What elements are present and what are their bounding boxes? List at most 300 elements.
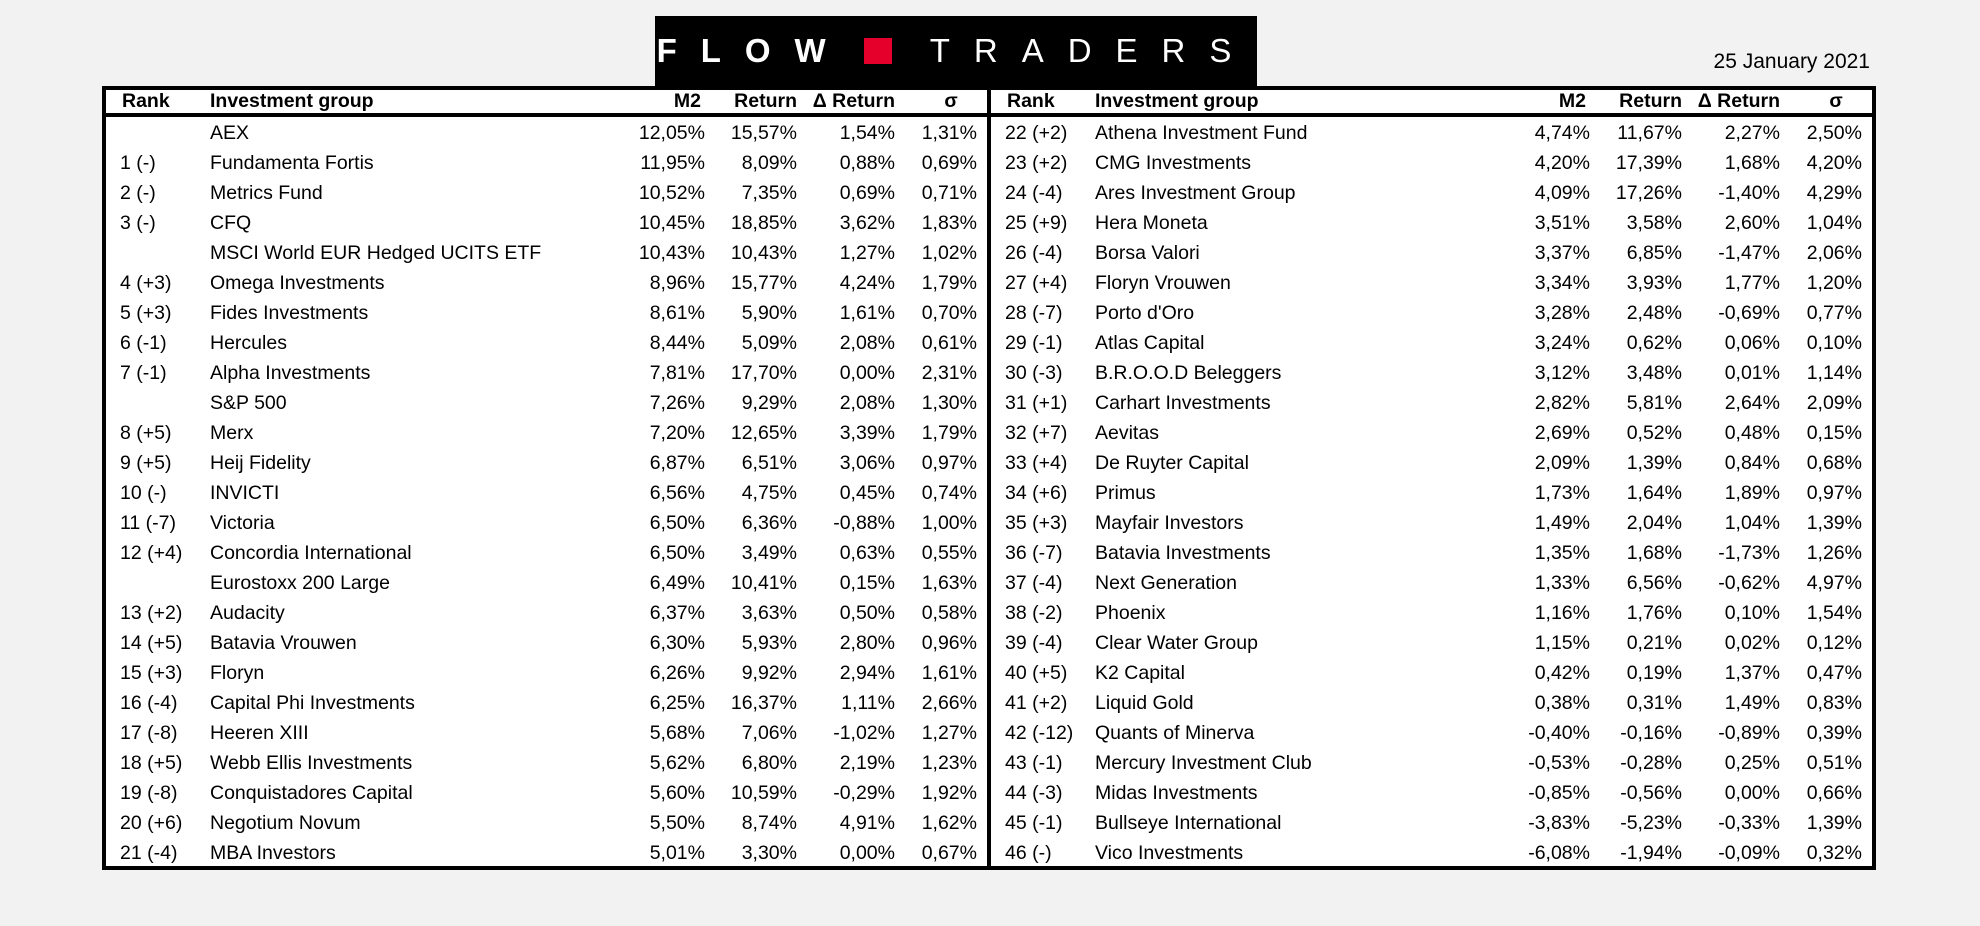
delta-return-cell: 2,08% — [839, 391, 895, 414]
header-m2: M2 — [673, 90, 701, 112]
m2-cell: 2,69% — [1534, 421, 1590, 444]
header-return: Return — [734, 90, 797, 112]
sigma-cell: 0,67% — [921, 841, 977, 864]
rank-cell: 7 (-1) — [120, 361, 167, 384]
investment-group-cell: Carhart Investments — [1095, 391, 1271, 414]
table-row — [106, 838, 987, 868]
header-rank: Rank — [1007, 90, 1055, 112]
sigma-cell: 0,83% — [1806, 691, 1862, 714]
ranking-table-right — [991, 90, 1872, 866]
m2-cell: 10,52% — [638, 181, 705, 204]
delta-return-cell: -1,47% — [1718, 241, 1780, 264]
return-cell: 5,81% — [1626, 391, 1682, 414]
sigma-cell: 1,00% — [921, 511, 977, 534]
table-row — [991, 238, 1872, 268]
delta-return-cell: 2,64% — [1724, 391, 1780, 414]
return-cell: 1,39% — [1626, 451, 1682, 474]
rank-cell: 1 (-) — [120, 151, 156, 174]
delta-return-cell: 0,15% — [839, 571, 895, 594]
right-table-body — [991, 118, 1872, 868]
delta-return-cell: 2,94% — [839, 661, 895, 684]
sigma-cell: 2,06% — [1806, 241, 1862, 264]
m2-cell: 6,26% — [649, 661, 705, 684]
delta-return-cell: 3,39% — [839, 421, 895, 444]
investment-group-cell: Athena Investment Fund — [1095, 121, 1308, 144]
m2-cell: 5,01% — [649, 841, 705, 864]
return-cell: 17,26% — [1615, 181, 1682, 204]
investment-group-cell: S&P 500 — [210, 391, 287, 414]
sigma-cell: 0,12% — [1806, 631, 1862, 654]
sigma-cell: 2,66% — [921, 691, 977, 714]
investment-group-cell: Alpha Investments — [210, 361, 371, 384]
investment-group-cell: K2 Capital — [1095, 661, 1185, 684]
sigma-cell: 0,77% — [1806, 301, 1862, 324]
sigma-cell: 0,70% — [921, 301, 977, 324]
logo-red-square-icon — [864, 38, 892, 64]
investment-group-cell: Heij Fidelity — [210, 451, 311, 474]
m2-cell: 3,24% — [1534, 331, 1590, 354]
sigma-cell: 1,79% — [921, 421, 977, 444]
table-header-row — [106, 90, 987, 117]
rank-cell: 42 (-12) — [1005, 721, 1074, 744]
m2-cell: 1,15% — [1534, 631, 1590, 654]
investment-group-cell: Eurostoxx 200 Large — [210, 571, 390, 594]
table-row — [106, 178, 987, 208]
return-cell: 11,67% — [1617, 121, 1682, 144]
sigma-cell: 0,10% — [1806, 331, 1862, 354]
sigma-cell: 1,79% — [921, 271, 977, 294]
delta-return-cell: -0,62% — [1718, 571, 1780, 594]
delta-return-cell: -0,29% — [833, 781, 895, 804]
m2-cell: 3,34% — [1534, 271, 1590, 294]
sigma-cell: 1,39% — [1806, 811, 1862, 834]
sigma-cell: 0,71% — [921, 181, 977, 204]
delta-return-cell: 2,60% — [1724, 211, 1780, 234]
rank-cell: 31 (+1) — [1005, 391, 1068, 414]
rank-cell: 18 (+5) — [120, 751, 183, 774]
delta-return-cell: 1,49% — [1724, 691, 1780, 714]
return-cell: 3,58% — [1626, 211, 1682, 234]
return-cell: 3,48% — [1626, 361, 1682, 384]
investment-group-cell: Victoria — [210, 511, 275, 534]
m2-cell: -0,40% — [1528, 721, 1590, 744]
sigma-cell: 4,97% — [1806, 571, 1862, 594]
rank-cell: 21 (-4) — [120, 841, 178, 864]
return-cell: 3,93% — [1626, 271, 1682, 294]
rank-cell: 25 (+9) — [1005, 211, 1068, 234]
table-row — [991, 778, 1872, 808]
sigma-cell: 1,20% — [1806, 271, 1862, 294]
investment-group-cell: Batavia Vrouwen — [210, 631, 357, 654]
table-row — [991, 358, 1872, 388]
m2-cell: -0,53% — [1528, 751, 1590, 774]
rank-cell: 27 (+4) — [1005, 271, 1068, 294]
investment-group-cell: B.R.O.O.D Beleggers — [1095, 361, 1282, 384]
header-m2: M2 — [1558, 90, 1586, 112]
rank-cell: 2 (-) — [120, 181, 156, 204]
return-cell: 0,62% — [1626, 331, 1682, 354]
m2-cell: 8,61% — [649, 301, 705, 324]
rank-cell: 14 (+5) — [120, 631, 183, 654]
m2-cell: -0,85% — [1528, 781, 1590, 804]
investment-group-cell: Concordia International — [210, 541, 412, 564]
sigma-cell: 0,58% — [921, 601, 977, 624]
m2-cell: 1,16% — [1534, 601, 1590, 624]
investment-group-cell: Negotium Novum — [210, 811, 361, 834]
header-sigma: σ — [1829, 90, 1843, 112]
m2-cell: 1,33% — [1534, 571, 1590, 594]
return-cell: 2,48% — [1626, 301, 1682, 324]
table-row — [106, 748, 987, 778]
table-row — [991, 568, 1872, 598]
table-row — [991, 208, 1872, 238]
table-row — [991, 838, 1872, 868]
delta-return-cell: 1,27% — [839, 241, 895, 264]
return-cell: 10,41% — [730, 571, 797, 594]
sigma-cell: 0,15% — [1806, 421, 1862, 444]
delta-return-cell: 1,37% — [1724, 661, 1780, 684]
delta-return-cell: 4,24% — [839, 271, 895, 294]
investment-group-cell: Phoenix — [1095, 601, 1166, 624]
delta-return-cell: 0,10% — [1724, 601, 1780, 624]
return-cell: 6,51% — [741, 451, 797, 474]
sigma-cell: 0,32% — [1806, 841, 1862, 864]
table-row — [106, 448, 987, 478]
return-cell: 15,57% — [730, 121, 797, 144]
return-cell: 4,75% — [741, 481, 797, 504]
return-cell: 10,59% — [730, 781, 797, 804]
m2-cell: 6,37% — [649, 601, 705, 624]
rank-cell: 22 (+2) — [1005, 121, 1068, 144]
delta-return-cell: 0,84% — [1724, 451, 1780, 474]
table-row — [106, 358, 987, 388]
investment-group-cell: Ares Investment Group — [1095, 181, 1296, 204]
sigma-cell: 1,63% — [921, 571, 977, 594]
sigma-cell: 2,50% — [1806, 121, 1862, 144]
rank-cell: 32 (+7) — [1005, 421, 1068, 444]
m2-cell: 6,25% — [649, 691, 705, 714]
m2-cell: 6,87% — [649, 451, 705, 474]
investment-group-cell: Capital Phi Investments — [210, 691, 415, 714]
investment-group-cell: Webb Ellis Investments — [210, 751, 413, 774]
delta-return-cell: 1,11% — [841, 691, 895, 714]
rank-cell: 11 (-7) — [120, 511, 176, 534]
rank-cell: 20 (+6) — [120, 811, 183, 834]
rank-cell: 36 (-7) — [1005, 541, 1063, 564]
m2-cell: 0,42% — [1534, 661, 1590, 684]
rank-cell: 37 (-4) — [1005, 571, 1063, 594]
m2-cell: 5,50% — [649, 811, 705, 834]
sigma-cell: 0,39% — [1806, 721, 1862, 744]
rank-cell: 8 (+5) — [120, 421, 172, 444]
table-row — [991, 628, 1872, 658]
sigma-cell: 1,23% — [921, 751, 977, 774]
delta-return-cell: 0,63% — [839, 541, 895, 564]
investment-group-cell: Quants of Minerva — [1095, 721, 1255, 744]
delta-return-cell: 1,61% — [839, 301, 895, 324]
m2-cell: 3,28% — [1534, 301, 1590, 324]
table-row — [106, 268, 987, 298]
rank-cell: 26 (-4) — [1005, 241, 1063, 264]
rank-cell: 23 (+2) — [1005, 151, 1068, 174]
m2-cell: 5,62% — [649, 751, 705, 774]
delta-return-cell: 0,45% — [839, 481, 895, 504]
delta-return-cell: 2,19% — [839, 751, 895, 774]
sigma-cell: 0,96% — [921, 631, 977, 654]
sigma-cell: 1,30% — [921, 391, 977, 414]
return-cell: 5,90% — [741, 301, 797, 324]
investment-group-cell: Heeren XIII — [210, 721, 309, 744]
investment-group-cell: Mercury Investment Club — [1095, 751, 1312, 774]
return-cell: 10,43% — [730, 241, 797, 264]
delta-return-cell: 0,02% — [1724, 631, 1780, 654]
table-row — [991, 478, 1872, 508]
sigma-cell: 1,62% — [921, 811, 977, 834]
table-row — [106, 118, 987, 148]
sigma-cell: 1,31% — [921, 121, 977, 144]
sigma-cell: 1,83% — [921, 211, 977, 234]
delta-return-cell: 3,62% — [839, 211, 895, 234]
investment-group-cell: CFQ — [210, 211, 252, 234]
table-row — [106, 598, 987, 628]
table-row — [106, 568, 987, 598]
header-investment-group: Investment group — [210, 90, 374, 112]
m2-cell: 6,50% — [649, 541, 705, 564]
sigma-cell: 1,26% — [1806, 541, 1862, 564]
return-cell: -0,28% — [1620, 751, 1682, 774]
m2-cell: 7,20% — [649, 421, 705, 444]
investment-group-cell: MSCI World EUR Hedged UCITS ETF — [210, 241, 542, 264]
m2-cell: 10,45% — [638, 211, 705, 234]
table-row — [106, 328, 987, 358]
table-row — [991, 508, 1872, 538]
table-row — [106, 388, 987, 418]
rank-cell: 38 (-2) — [1005, 601, 1063, 624]
ranking-table-left — [106, 90, 991, 866]
rank-cell: 29 (-1) — [1005, 331, 1063, 354]
investment-group-cell: Fides Investments — [210, 301, 369, 324]
delta-return-cell: -1,40% — [1718, 181, 1780, 204]
delta-return-cell: 0,50% — [839, 601, 895, 624]
return-cell: 8,74% — [741, 811, 797, 834]
investment-group-cell: Aevitas — [1095, 421, 1159, 444]
investment-group-cell: Audacity — [210, 601, 285, 624]
rank-cell: 33 (+4) — [1005, 451, 1068, 474]
return-cell: 2,04% — [1626, 511, 1682, 534]
investment-group-cell: CMG Investments — [1095, 151, 1252, 174]
table-row — [106, 238, 987, 268]
investment-group-cell: Hera Moneta — [1095, 211, 1208, 234]
table-row — [991, 598, 1872, 628]
return-cell: 8,09% — [741, 151, 797, 174]
m2-cell: 3,37% — [1534, 241, 1590, 264]
rank-cell: 15 (+3) — [120, 661, 183, 684]
sigma-cell: 0,97% — [1806, 481, 1862, 504]
delta-return-cell: 0,01% — [1724, 361, 1780, 384]
return-cell: 16,37% — [730, 691, 797, 714]
table-row — [991, 418, 1872, 448]
delta-return-cell: 2,27% — [1724, 121, 1780, 144]
investment-group-cell: Fundamenta Fortis — [210, 151, 374, 174]
header-return: Return — [1619, 90, 1682, 112]
m2-cell: 5,68% — [649, 721, 705, 744]
sigma-cell: 2,31% — [921, 361, 977, 384]
return-cell: -0,56% — [1620, 781, 1682, 804]
return-cell: 17,39% — [1615, 151, 1682, 174]
return-cell: 5,09% — [741, 331, 797, 354]
return-cell: 0,19% — [1626, 661, 1682, 684]
rank-cell: 30 (-3) — [1005, 361, 1063, 384]
m2-cell: 1,35% — [1534, 541, 1590, 564]
delta-return-cell: 4,91% — [839, 811, 895, 834]
m2-cell: 4,74% — [1534, 121, 1590, 144]
investment-group-cell: Porto d'Oro — [1095, 301, 1195, 324]
investment-group-cell: Omega Investments — [210, 271, 385, 294]
return-cell: 1,64% — [1626, 481, 1682, 504]
header-rank: Rank — [122, 90, 170, 112]
investment-group-cell: Primus — [1095, 481, 1156, 504]
rank-cell: 16 (-4) — [120, 691, 178, 714]
table-row — [991, 298, 1872, 328]
table-row — [106, 508, 987, 538]
table-row — [106, 478, 987, 508]
m2-cell: 7,81% — [649, 361, 705, 384]
delta-return-cell: 3,06% — [839, 451, 895, 474]
return-cell: 1,76% — [1626, 601, 1682, 624]
m2-cell: 6,30% — [649, 631, 705, 654]
investment-group-cell: INVICTI — [210, 481, 280, 504]
return-cell: 5,93% — [741, 631, 797, 654]
investment-group-cell: Vico Investments — [1095, 841, 1244, 864]
rank-cell: 17 (-8) — [120, 721, 178, 744]
delta-return-cell: 1,89% — [1724, 481, 1780, 504]
table-row — [106, 538, 987, 568]
return-cell: 9,92% — [741, 661, 797, 684]
return-cell: 0,21% — [1626, 631, 1682, 654]
sigma-cell: 1,02% — [921, 241, 977, 264]
table-row — [106, 658, 987, 688]
table-row — [106, 778, 987, 808]
sigma-cell: 1,27% — [921, 721, 977, 744]
delta-return-cell: 1,77% — [1724, 271, 1780, 294]
header-sigma: σ — [944, 90, 958, 112]
delta-return-cell: 1,54% — [839, 121, 895, 144]
return-cell: -5,23% — [1620, 811, 1682, 834]
rank-cell: 3 (-) — [120, 211, 156, 234]
investment-group-cell: Floryn — [210, 661, 265, 684]
header-investment-group: Investment group — [1095, 90, 1259, 112]
left-table-body — [106, 118, 987, 868]
logo-word-traders: TRADERS — [929, 32, 1256, 69]
sigma-cell: 1,54% — [1806, 601, 1862, 624]
m2-cell: 4,09% — [1534, 181, 1590, 204]
investment-group-cell: De Ruyter Capital — [1095, 451, 1249, 474]
delta-return-cell: -1,73% — [1718, 541, 1780, 564]
m2-cell: 0,38% — [1534, 691, 1590, 714]
sigma-cell: 0,97% — [921, 451, 977, 474]
investment-group-cell: Merx — [210, 421, 254, 444]
investment-group-cell: Atlas Capital — [1095, 331, 1205, 354]
table-row — [106, 418, 987, 448]
table-row — [106, 628, 987, 658]
rank-cell: 35 (+3) — [1005, 511, 1068, 534]
investment-group-cell: AEX — [210, 121, 250, 144]
rank-cell: 34 (+6) — [1005, 481, 1068, 504]
sigma-cell: 0,55% — [921, 541, 977, 564]
m2-cell: 3,12% — [1534, 361, 1590, 384]
sigma-cell: 0,69% — [921, 151, 977, 174]
m2-cell: 11,95% — [640, 151, 705, 174]
delta-return-cell: -0,09% — [1718, 841, 1780, 864]
return-cell: 0,52% — [1626, 421, 1682, 444]
delta-return-cell: 0,69% — [839, 181, 895, 204]
table-row — [106, 718, 987, 748]
report-date: 25 January 2021 — [1713, 50, 1870, 73]
m2-cell: -6,08% — [1528, 841, 1590, 864]
table-row — [106, 208, 987, 238]
return-cell: 1,68% — [1626, 541, 1682, 564]
sigma-cell: 0,61% — [921, 331, 977, 354]
sigma-cell: 1,39% — [1806, 511, 1862, 534]
delta-return-cell: 1,68% — [1724, 151, 1780, 174]
return-cell: 7,35% — [741, 181, 797, 204]
table-row — [991, 748, 1872, 778]
return-cell: 6,56% — [1626, 571, 1682, 594]
delta-return-cell: 0,00% — [1724, 781, 1780, 804]
m2-cell: 8,44% — [649, 331, 705, 354]
m2-cell: 7,26% — [649, 391, 705, 414]
table-row — [106, 808, 987, 838]
investment-group-cell: Borsa Valori — [1095, 241, 1200, 264]
delta-return-cell: -0,89% — [1718, 721, 1780, 744]
return-cell: 15,77% — [730, 271, 797, 294]
delta-return-cell: 0,00% — [839, 841, 895, 864]
rank-cell: 12 (+4) — [120, 541, 183, 564]
delta-return-cell: -0,69% — [1718, 301, 1780, 324]
table-row — [991, 178, 1872, 208]
rank-cell: 41 (+2) — [1005, 691, 1068, 714]
return-cell: 18,85% — [730, 211, 797, 234]
m2-cell: 2,82% — [1534, 391, 1590, 414]
investment-group-cell: Midas Investments — [1095, 781, 1258, 804]
investment-group-cell: Next Generation — [1095, 571, 1237, 594]
delta-return-cell: -0,88% — [833, 511, 895, 534]
header-delta-return: Δ Return — [812, 90, 895, 112]
table-row — [991, 388, 1872, 418]
delta-return-cell: 2,80% — [839, 631, 895, 654]
delta-return-cell: 0,25% — [1724, 751, 1780, 774]
rank-cell: 28 (-7) — [1005, 301, 1063, 324]
rank-cell: 9 (+5) — [120, 451, 172, 474]
m2-cell: 6,50% — [649, 511, 705, 534]
rank-cell: 6 (-1) — [120, 331, 167, 354]
return-cell: 6,85% — [1626, 241, 1682, 264]
rank-cell: 13 (+2) — [120, 601, 183, 624]
rank-cell: 5 (+3) — [120, 301, 172, 324]
return-cell: 17,70% — [730, 361, 797, 384]
sigma-cell: 0,74% — [921, 481, 977, 504]
m2-cell: 5,60% — [649, 781, 705, 804]
table-row — [106, 148, 987, 178]
return-cell: 6,36% — [741, 511, 797, 534]
sigma-cell: 0,68% — [1806, 451, 1862, 474]
table-row — [991, 148, 1872, 178]
rank-cell: 10 (-) — [120, 481, 167, 504]
return-cell: -0,16% — [1620, 721, 1682, 744]
investment-group-cell: Floryn Vrouwen — [1095, 271, 1231, 294]
m2-cell: -3,83% — [1528, 811, 1590, 834]
return-cell: 3,49% — [741, 541, 797, 564]
